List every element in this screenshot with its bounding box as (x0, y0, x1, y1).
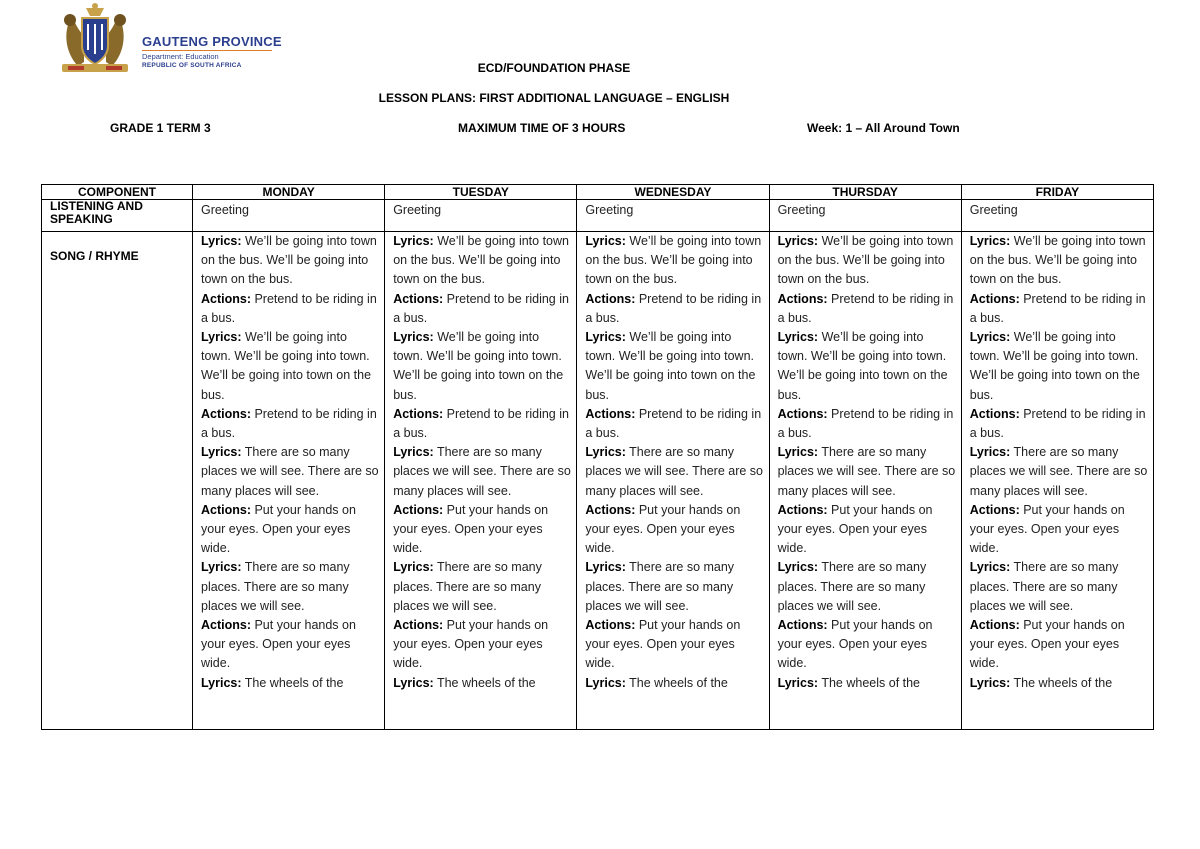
lyrics-label: Lyrics: (393, 234, 434, 248)
lyrics-line: We’ll be going into town on the bus. We’ll be going into town on the bus. (585, 234, 762, 287)
lyrics-label: Lyrics: (969, 234, 1011, 248)
logo-divider (142, 50, 272, 51)
column-header-component: COMPONENT (42, 185, 193, 200)
lyrics-label: Lyrics: (969, 445, 1011, 460)
actions-line: Pretend to be riding in a bus. (393, 406, 569, 441)
lyrics-label: Lyrics: (201, 560, 242, 575)
lyrics-label: Lyrics: (585, 330, 626, 345)
actions-line: Put your hands on your eyes. Open your eyes wide. (777, 502, 933, 556)
lyrics-label: Lyrics: (585, 445, 626, 460)
actions-line: Put your hands on your eyes. Open your eyes wide. (969, 618, 1125, 671)
lyrics-line: The wheels of the (818, 675, 921, 690)
lyrics-line: We’ll be going into town on the bus. We’ll be going into town on the bus. (777, 234, 954, 287)
lyrics-label: Lyrics: (393, 560, 434, 575)
column-header-tuesday: TUESDAY (385, 185, 577, 200)
lyrics-line: The wheels of the (625, 675, 728, 690)
lyrics-label: Lyrics: (969, 560, 1011, 575)
actions-line: Put your hands on your eyes. Open your eyes wide. (393, 502, 549, 556)
actions-label: Actions: (201, 406, 251, 421)
lyrics-line: The wheels of the (241, 675, 344, 690)
lyrics-line: There are so many places. There are so many places we will see. (585, 560, 735, 613)
lyrics-line: We’ll be going into town on the bus. We’ll be going into town on the bus. (969, 234, 1146, 287)
lyrics-label: Lyrics: (393, 445, 434, 460)
wednesday-greeting: Greeting (577, 200, 769, 232)
lyrics-line: The wheels of the (1010, 675, 1113, 690)
lyrics-label: Lyrics: (585, 675, 626, 690)
tuesday-greeting: Greeting (385, 200, 577, 232)
lyrics-line: There are so many places we will see. There are so many places will see. (585, 445, 764, 498)
actions-label: Actions: (393, 618, 444, 633)
monday-song (193, 232, 385, 730)
actions-line: Put your hands on your eyes. Open your eyes wide. (777, 618, 933, 671)
country-name: REPUBLIC OF SOUTH AFRICA (142, 62, 242, 69)
component-song-rhyme: SONG / RHYME (50, 249, 139, 263)
actions-label: Actions: (777, 291, 828, 306)
actions-line: Pretend to be riding in a bus. (969, 291, 1146, 325)
actions-label: Actions: (201, 618, 251, 633)
lyrics-label: Lyrics: (969, 330, 1011, 345)
actions-line: Pretend to be riding in a bus. (777, 291, 954, 325)
lyrics-line: There are so many places we will see. There are so many places will see. (777, 445, 956, 498)
listening-speaking-row (42, 200, 1154, 232)
actions-line: Pretend to be riding in a bus. (201, 291, 377, 325)
lyrics-line: We’ll be going into town. We’ll be going into town. We’ll be going into town on the bus. (777, 330, 948, 402)
friday-song (961, 232, 1153, 730)
lesson-plan-table (41, 184, 1154, 730)
lyrics-label: Lyrics: (777, 675, 819, 690)
lyrics-label: Lyrics: (201, 445, 242, 460)
lyrics-line: We’ll be going into town on the bus. We’ll be going into town on the bus. (201, 234, 377, 287)
column-header-friday: FRIDAY (961, 185, 1153, 200)
actions-label: Actions: (969, 618, 1020, 633)
song-rhyme-row (42, 232, 1154, 730)
actions-label: Actions: (969, 406, 1020, 421)
lyrics-line: We’ll be going into town. We’ll be going into town. We’ll be going into town on the bus. (201, 330, 372, 402)
week-title: Week: 1 – All Around Town (807, 121, 960, 135)
actions-line: Pretend to be riding in a bus. (585, 291, 762, 325)
actions-line: Pretend to be riding in a bus. (585, 406, 762, 441)
lyrics-line: There are so many places we will see. There are so many places will see. (969, 445, 1148, 498)
actions-label: Actions: (201, 502, 251, 517)
component-song-rhyme-cell (42, 232, 193, 730)
column-header-monday: MONDAY (193, 185, 385, 200)
lyrics-line: There are so many places. There are so many places we will see. (969, 560, 1119, 613)
lyrics-line: There are so many places. There are so many places we will see. (777, 560, 927, 613)
lyrics-label: Lyrics: (777, 234, 819, 248)
lyrics-line: We’ll be going into town on the bus. We’ll be going into town on the bus. (393, 234, 569, 287)
table-header-row (42, 185, 1154, 200)
lyrics-label: Lyrics: (777, 330, 819, 345)
monday-greeting: Greeting (193, 200, 385, 232)
thursday-song (769, 232, 961, 730)
tuesday-song (385, 232, 577, 730)
actions-line: Pretend to be riding in a bus. (393, 291, 569, 325)
actions-line: Put your hands on your eyes. Open your eyes wide. (201, 502, 356, 556)
actions-label: Actions: (585, 291, 636, 306)
actions-label: Actions: (777, 618, 828, 633)
lesson-plans-heading: LESSON PLANS: FIRST ADDITIONAL LANGUAGE – ENGLISH (378, 91, 730, 105)
actions-label: Actions: (393, 291, 444, 306)
maximum-time: MAXIMUM TIME OF 3 HOURS (458, 121, 626, 135)
lyrics-label: Lyrics: (969, 675, 1011, 690)
actions-line: Pretend to be riding in a bus. (969, 406, 1146, 441)
lyrics-label: Lyrics: (585, 234, 626, 248)
actions-label: Actions: (969, 291, 1020, 306)
actions-label: Actions: (969, 502, 1020, 517)
actions-line: Pretend to be riding in a bus. (777, 406, 954, 441)
lyrics-line: The wheels of the (433, 675, 536, 690)
actions-label: Actions: (585, 618, 636, 633)
lyrics-label: Lyrics: (201, 330, 242, 345)
grade-term: GRADE 1 TERM 3 (110, 121, 211, 135)
wednesday-song (577, 232, 769, 730)
actions-line: Pretend to be riding in a bus. (201, 406, 377, 441)
lyrics-line: There are so many places we will see. There are so many places will see. (201, 445, 379, 498)
component-listening-speaking: LISTENING AND SPEAKING (42, 200, 193, 232)
actions-line: Put your hands on your eyes. Open your eyes wide. (585, 618, 741, 671)
lyrics-label: Lyrics: (393, 330, 434, 345)
lyrics-line: There are so many places. There are so many places we will see. (393, 560, 542, 613)
lyrics-line: We’ll be going into town. We’ll be going into town. We’ll be going into town on the bus. (393, 330, 564, 402)
actions-line: Put your hands on your eyes. Open your eyes wide. (585, 502, 741, 556)
lyrics-label: Lyrics: (585, 560, 626, 575)
lyrics-label: Lyrics: (777, 445, 819, 460)
lyrics-line: There are so many places we will see. There are so many places will see. (393, 445, 571, 498)
actions-line: Put your hands on your eyes. Open your eyes wide. (393, 618, 549, 671)
phase-heading: ECD/FOUNDATION PHASE (477, 61, 631, 75)
column-header-wednesday: WEDNESDAY (577, 185, 769, 200)
actions-line: Put your hands on your eyes. Open your eyes wide. (969, 502, 1125, 556)
lyrics-line: There are so many places. There are so many places we will see. (201, 560, 350, 613)
column-header-thursday: THURSDAY (769, 185, 961, 200)
friday-greeting: Greeting (961, 200, 1153, 232)
lyrics-label: Lyrics: (777, 560, 819, 575)
actions-label: Actions: (777, 502, 828, 517)
province-name: GAUTENG PROVINCE (142, 34, 282, 49)
actions-label: Actions: (201, 291, 251, 306)
actions-label: Actions: (393, 502, 444, 517)
lyrics-line: We’ll be going into town. We’ll be going into town. We’ll be going into town on the bus. (585, 330, 756, 402)
actions-label: Actions: (585, 406, 636, 421)
thursday-greeting: Greeting (769, 200, 961, 232)
actions-label: Actions: (393, 406, 444, 421)
lyrics-line: We’ll be going into town. We’ll be going into town. We’ll be going into town on the bus. (969, 330, 1140, 402)
lyrics-label: Lyrics: (393, 675, 434, 690)
actions-label: Actions: (585, 502, 636, 517)
actions-line: Put your hands on your eyes. Open your eyes wide. (201, 618, 356, 671)
lyrics-label: Lyrics: (201, 234, 242, 248)
actions-label: Actions: (777, 406, 828, 421)
department-name: Department: Education (142, 52, 219, 61)
lyrics-label: Lyrics: (201, 675, 242, 690)
